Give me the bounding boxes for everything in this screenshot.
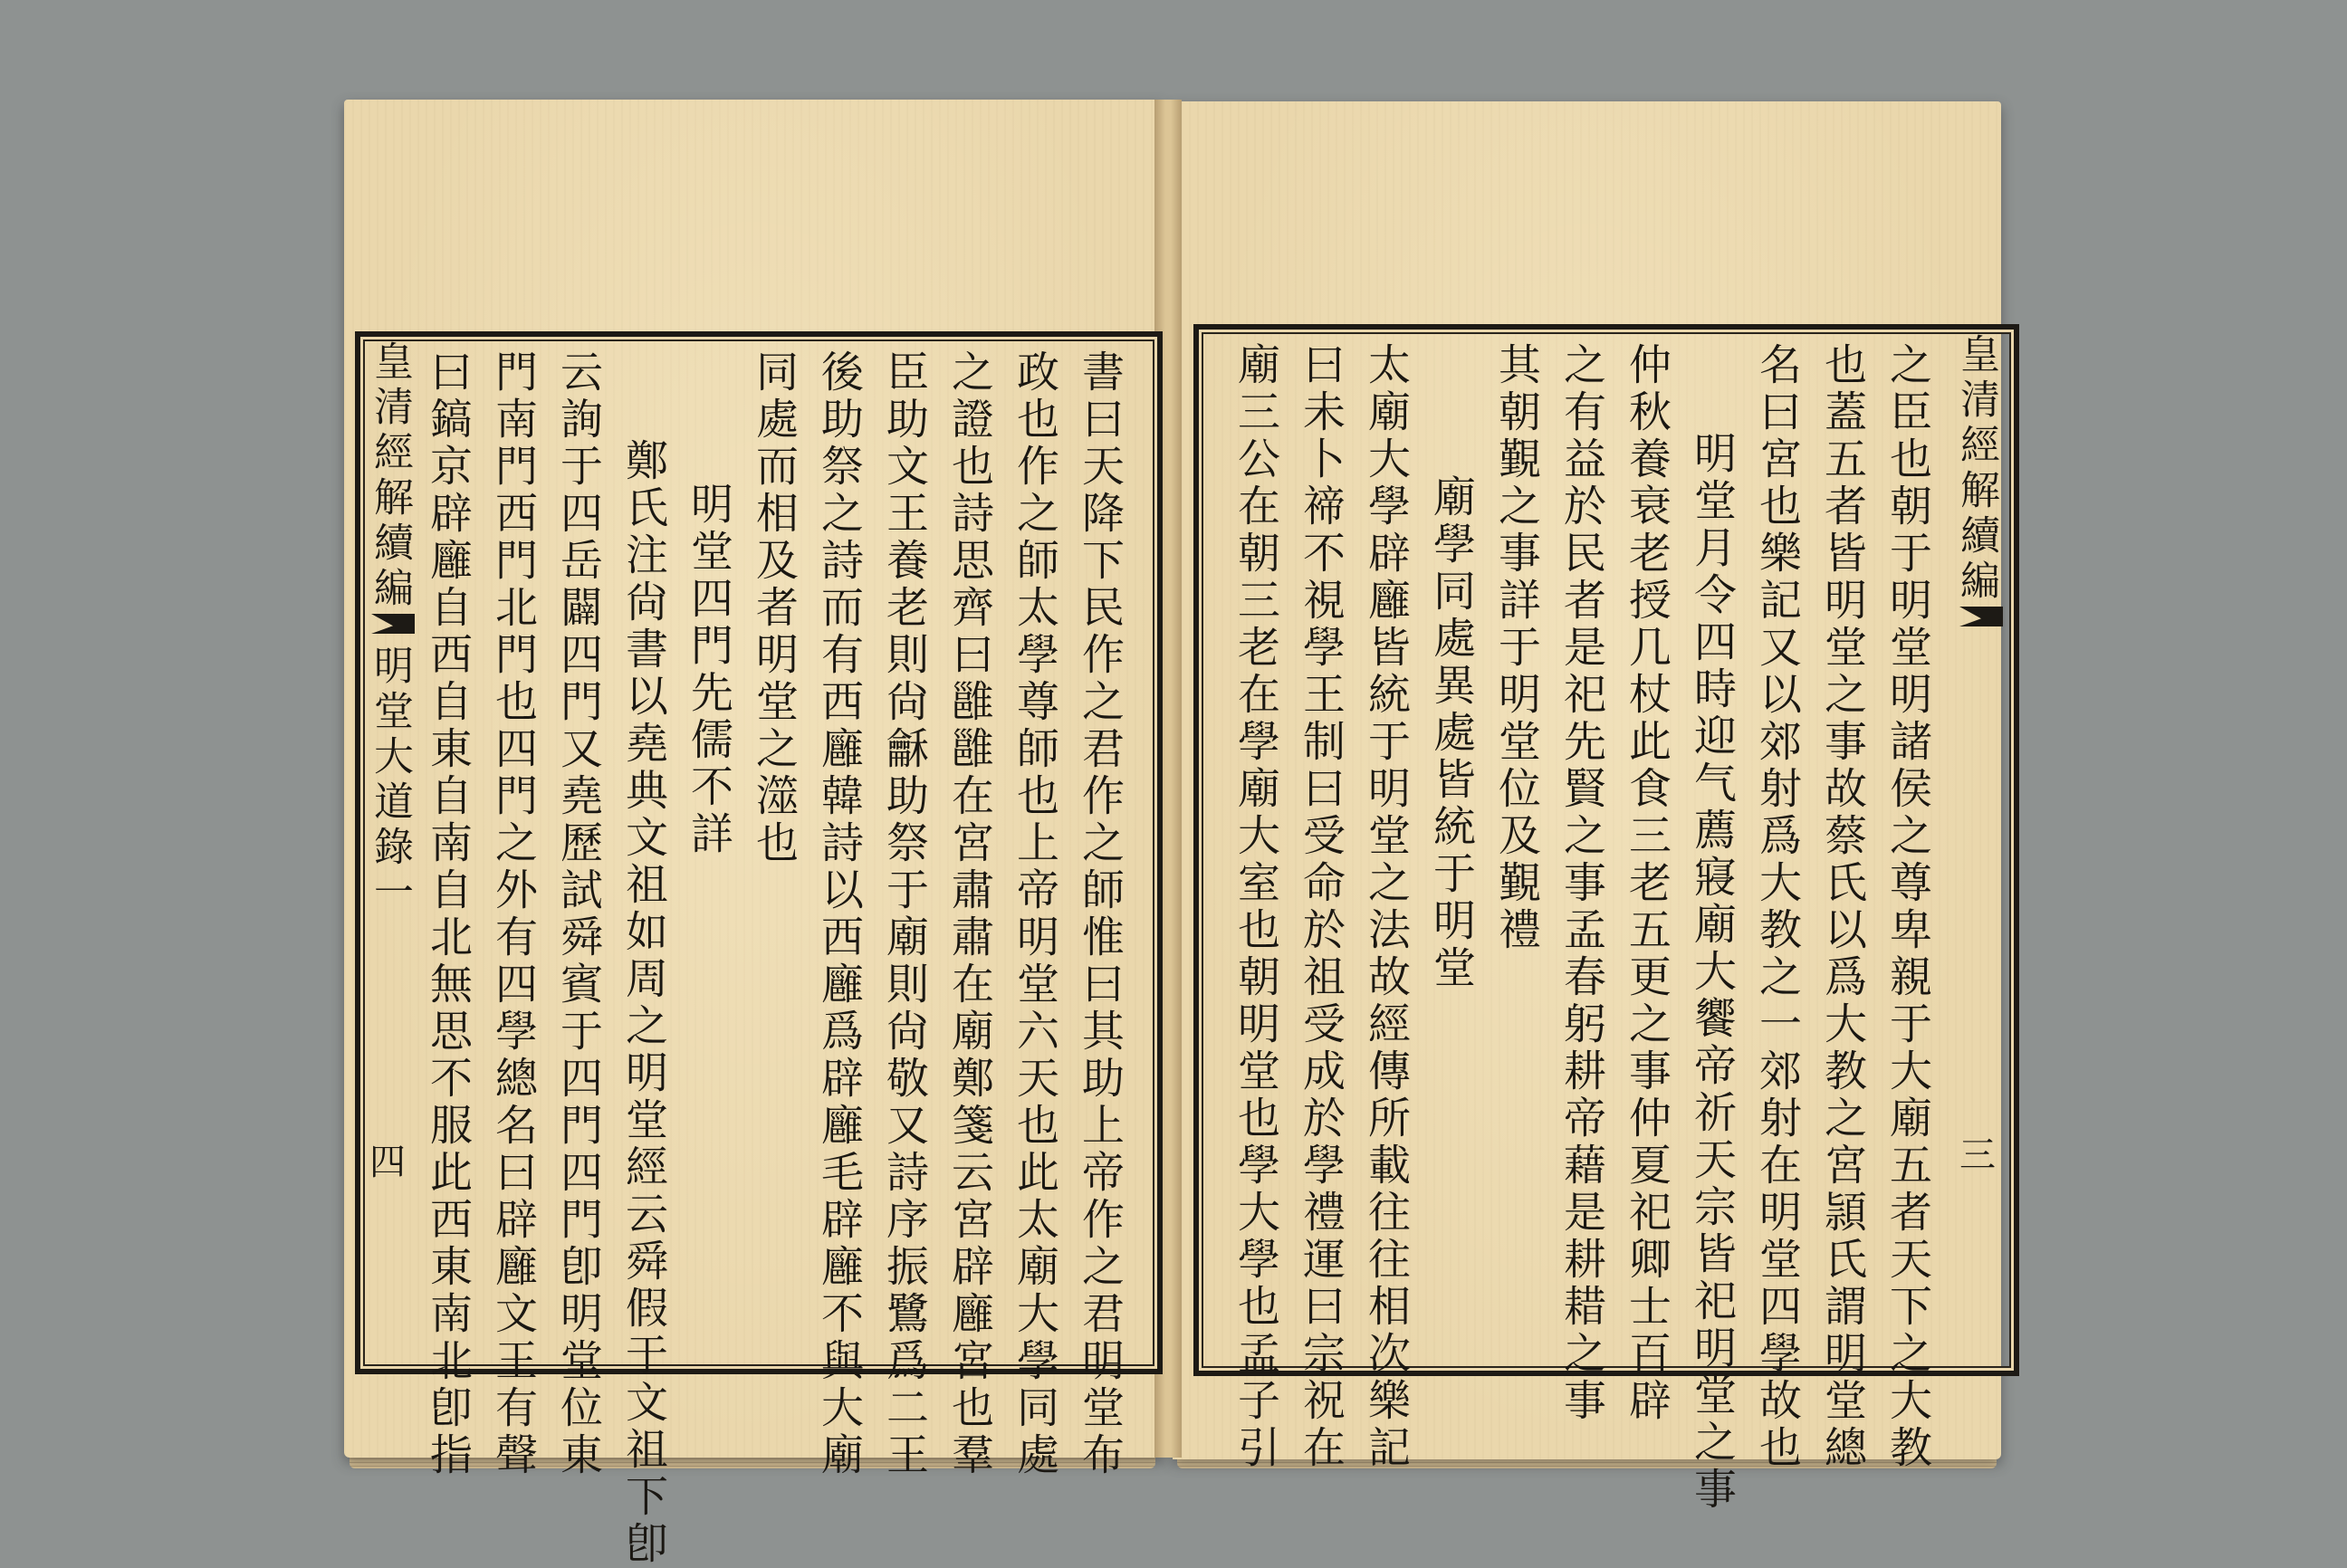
left-page-column: 云詢于四岳闢四門又堯歷試舜賓于四門四門卽明堂位東 (553, 349, 603, 1479)
left-page-column: 鄭氏注尙書以堯典文祖如周之明堂經云舜假于文祖下卽 (618, 438, 668, 1568)
right-text-block (1193, 324, 2019, 1514)
right-page-column: 之臣也朝于明堂明諸侯之尊卑親于大廟五者天下之大教 (1882, 342, 1932, 1472)
right-page-column: 曰未卜禘不視學王制曰受命於祖受成於學禮運曰宗祝在 (1296, 342, 1346, 1472)
right-page-column: 之有益於民者是祀先賢之事孟春躬耕帝藉是耕耤之事 (1557, 342, 1606, 1425)
left-page-column: 明堂四門先儒不詳 (684, 482, 733, 858)
fish-tail-mark (371, 614, 415, 634)
left-sidebar-title: 皇清經解續編 (367, 340, 413, 612)
left-page-column: 書曰天降下民作之君作之師惟曰其助上帝作之君明堂布 (1075, 349, 1125, 1479)
right-page-column: 廟三公在朝三老在學廟大室也朝明堂也學大學也孟子引 (1231, 342, 1280, 1472)
left-page-column: 政也作之師太學尊師也上帝明堂六天也此太廟大學同處 (1010, 349, 1059, 1479)
right-page-column: 太廟大學辟廱皆統于明堂之法故經傳所載往往相次樂記 (1361, 342, 1411, 1472)
left-sidebar-section: 明堂大道錄一 (367, 645, 413, 916)
left-page-column: 臣助文王養老則尙龢助祭于廟則尙敬又詩序振鷺爲二王 (879, 349, 929, 1479)
right-page-column: 其朝覲之事詳于明堂位及覲禮 (1491, 342, 1541, 954)
right-page-column: 明堂月令四時迎气薦寢廟大饗帝祈天宗皆祀明堂之事 (1687, 431, 1737, 1514)
right-page-column: 廟學同處異處皆統于明堂 (1426, 474, 1476, 992)
left-page-number: 四 (369, 1142, 406, 1183)
right-sidebar-title: 皇清經解續編 (1953, 333, 1999, 605)
left-page-column: 後助祭之詩而有西廱韓詩以西廱爲辟廱毛辟廱不與大廟 (814, 349, 864, 1479)
right-page-number: 三 (1959, 1134, 1996, 1176)
right-page-column: 名曰宮也樂記又以郊射爲大教之一郊射在明堂四學故也 (1752, 342, 1802, 1472)
fish-tail-mark (1959, 607, 2003, 626)
left-page-column: 曰鎬京辟廱自西自東自南自北無思不服此西東南北卽指 (423, 349, 473, 1479)
right-page-column: 仲秋養衰老授几杖此食三老五更之事仲夏祀卿士百辟 (1622, 342, 1672, 1425)
right-page-column: 也蓋五者皆明堂之事故蔡氏以爲大教之宮頴氏謂明堂總 (1817, 342, 1867, 1472)
left-page-column: 之證也詩思齊曰雝雝在宮肅肅在廟鄭箋云宮辟廱宮也羣 (944, 349, 994, 1479)
left-text-block (355, 331, 1163, 1568)
left-page-column: 同處而相及者明堂之澨也 (749, 349, 799, 867)
left-page-column: 門南門西門北門也四門之外有四學總名曰辟廱文王有聲 (488, 349, 538, 1479)
